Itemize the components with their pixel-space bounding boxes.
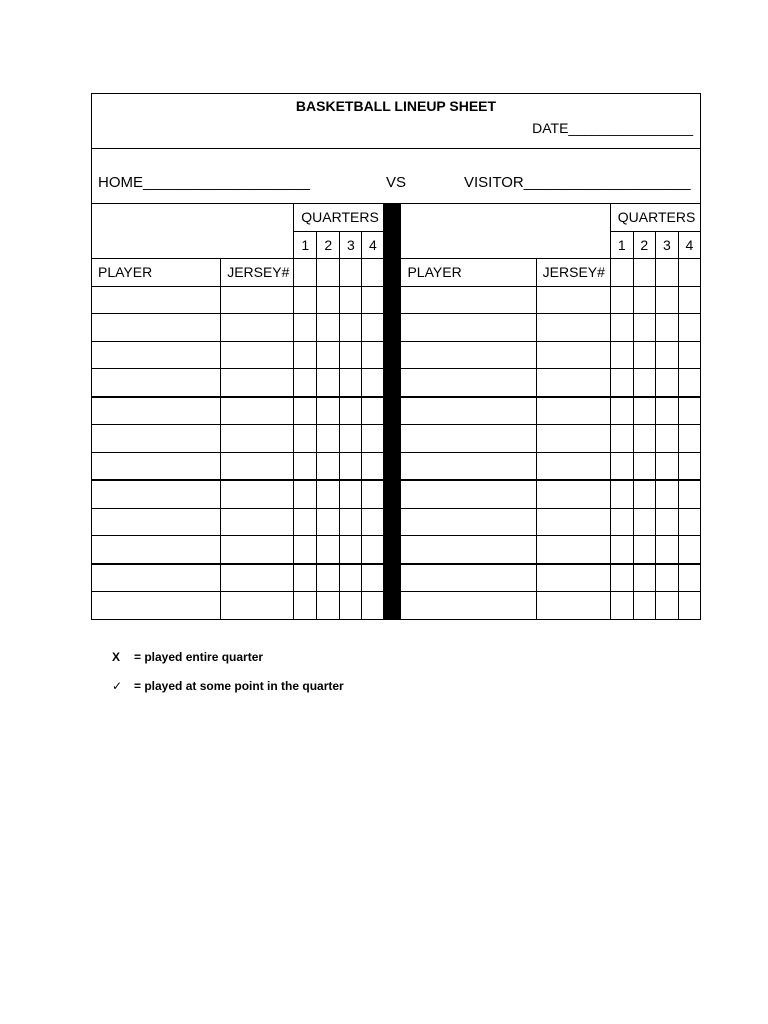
visitor-player-cell[interactable] xyxy=(401,508,536,536)
home-jersey-cell[interactable] xyxy=(221,452,294,480)
visitor-q4-cell[interactable] xyxy=(678,397,700,425)
home-q4-cell[interactable] xyxy=(362,397,384,425)
visitor-player-cell[interactable] xyxy=(401,341,536,369)
home-q2-cell[interactable] xyxy=(317,452,340,480)
visitor-q1-cell[interactable] xyxy=(610,564,633,592)
home-q4-cell[interactable] xyxy=(362,341,384,369)
visitor-q4-cell[interactable] xyxy=(678,425,700,453)
visitor-q2-cell[interactable] xyxy=(633,452,655,480)
home-jersey-cell[interactable] xyxy=(221,480,294,508)
visitor-q3-cell[interactable] xyxy=(655,452,678,480)
home-player-cell[interactable] xyxy=(92,286,221,314)
home-q1-cell[interactable] xyxy=(294,480,317,508)
visitor-quarter-1: 1 xyxy=(610,231,633,259)
visitor-q3-cell[interactable] xyxy=(655,536,678,564)
home-q4-header-cell xyxy=(362,259,384,287)
home-q4-cell[interactable] xyxy=(362,452,384,480)
home-jersey-cell[interactable] xyxy=(221,397,294,425)
visitor-q2-header-cell xyxy=(633,259,655,287)
home-q1-cell[interactable] xyxy=(294,592,317,620)
home-q2-cell[interactable] xyxy=(317,314,340,342)
visitor-player-cell[interactable] xyxy=(401,564,536,592)
home-player-cell[interactable] xyxy=(92,425,221,453)
date-field[interactable]: DATE________________ xyxy=(532,120,693,136)
visitor-q1-cell[interactable] xyxy=(610,314,633,342)
visitor-player-cell[interactable] xyxy=(401,314,536,342)
visitor-q1-cell[interactable] xyxy=(610,592,633,620)
home-q2-cell[interactable] xyxy=(317,425,340,453)
visitor-quarter-3: 3 xyxy=(655,231,678,259)
home-player-cell[interactable] xyxy=(92,564,221,592)
x-symbol: X xyxy=(112,650,121,664)
visitor-q3-cell[interactable] xyxy=(655,397,678,425)
visitor-q1-cell[interactable] xyxy=(610,425,633,453)
visitor-q4-cell[interactable] xyxy=(678,508,700,536)
legend-check xyxy=(112,679,344,693)
home-player-cell[interactable] xyxy=(92,341,221,369)
visitor-q2-cell[interactable] xyxy=(633,369,655,397)
home-q4-cell[interactable] xyxy=(362,592,384,620)
legend-x xyxy=(112,650,263,664)
home-q4-cell[interactable] xyxy=(362,508,384,536)
home-quarter-3: 3 xyxy=(340,231,362,259)
home-jersey-cell[interactable] xyxy=(221,536,294,564)
home-jersey-cell[interactable] xyxy=(221,314,294,342)
visitor-q3-header-cell xyxy=(655,259,678,287)
home-header-blank xyxy=(92,204,294,259)
home-q1-cell[interactable] xyxy=(294,452,317,480)
home-q3-cell[interactable] xyxy=(340,480,362,508)
home-quarters-label: QUARTERS xyxy=(294,204,384,232)
visitor-jersey-cell[interactable] xyxy=(536,452,610,480)
home-quarter-1: 1 xyxy=(294,231,317,259)
visitor-q3-cell[interactable] xyxy=(655,592,678,620)
visitor-q3-cell[interactable] xyxy=(655,480,678,508)
visitor-quarter-2: 2 xyxy=(633,231,655,259)
visitor-jersey-cell[interactable] xyxy=(536,536,610,564)
visitor-jersey-cell[interactable] xyxy=(536,480,610,508)
home-q4-cell[interactable] xyxy=(362,425,384,453)
visitor-q4-header-cell xyxy=(678,259,700,287)
visitor-jersey-cell[interactable] xyxy=(536,314,610,342)
visitor-jersey-cell[interactable] xyxy=(536,508,610,536)
home-q4-cell[interactable] xyxy=(362,286,384,314)
home-q2-cell[interactable] xyxy=(317,369,340,397)
home-jersey-cell[interactable] xyxy=(221,508,294,536)
visitor-jersey-cell[interactable] xyxy=(536,286,610,314)
visitor-player-cell[interactable] xyxy=(401,452,536,480)
x-legend-text: = played entire quarter xyxy=(134,650,264,664)
home-jersey-cell[interactable] xyxy=(221,286,294,314)
visitor-q2-cell[interactable] xyxy=(633,397,655,425)
team-separator xyxy=(384,204,401,620)
visitor-q1-cell[interactable] xyxy=(610,341,633,369)
visitor-q4-cell[interactable] xyxy=(678,536,700,564)
visitor-q2-cell[interactable] xyxy=(633,536,655,564)
visitor-q2-cell[interactable] xyxy=(633,592,655,620)
check-icon: ✓ xyxy=(112,679,123,693)
visitor-player-cell[interactable] xyxy=(401,369,536,397)
home-jersey-cell[interactable] xyxy=(221,341,294,369)
home-jersey-cell[interactable] xyxy=(221,564,294,592)
visitor-q4-cell[interactable] xyxy=(678,452,700,480)
visitor-q1-cell[interactable] xyxy=(610,508,633,536)
home-player-cell[interactable] xyxy=(92,480,221,508)
home-jersey-cell[interactable] xyxy=(221,369,294,397)
visitor-jersey-cell[interactable] xyxy=(536,369,610,397)
visitor-player-cell[interactable] xyxy=(401,286,536,314)
visitor-q3-cell[interactable] xyxy=(655,341,678,369)
home-q1-cell[interactable] xyxy=(294,536,317,564)
visitor-quarters-label: QUARTERS xyxy=(610,204,700,232)
home-q2-cell[interactable] xyxy=(317,508,340,536)
home-q2-cell[interactable] xyxy=(317,592,340,620)
home-q3-cell[interactable] xyxy=(340,536,362,564)
home-player-cell[interactable] xyxy=(92,314,221,342)
visitor-q1-header-cell xyxy=(610,259,633,287)
visitor-q1-cell[interactable] xyxy=(610,369,633,397)
visitor-player-cell[interactable] xyxy=(401,397,536,425)
visitor-q4-cell[interactable] xyxy=(678,286,700,314)
home-q1-cell[interactable] xyxy=(294,564,317,592)
home-q1-cell[interactable] xyxy=(294,286,317,314)
visitor-q4-cell[interactable] xyxy=(678,564,700,592)
home-team-field[interactable]: HOME____________________ xyxy=(98,174,310,191)
home-q3-cell[interactable] xyxy=(340,314,362,342)
home-q3-cell[interactable] xyxy=(340,564,362,592)
visitor-q4-cell[interactable] xyxy=(678,592,700,620)
visitor-team-field[interactable]: VISITOR____________________ xyxy=(464,174,691,191)
visitor-q1-cell[interactable] xyxy=(610,536,633,564)
home-q1-cell[interactable] xyxy=(294,369,317,397)
sheet-title: BASKETBALL LINEUP SHEET xyxy=(295,98,497,114)
home-q4-cell[interactable] xyxy=(362,564,384,592)
home-player-header: PLAYER xyxy=(92,259,221,287)
home-q4-cell[interactable] xyxy=(362,480,384,508)
visitor-q4-cell[interactable] xyxy=(678,369,700,397)
visitor-q1-cell[interactable] xyxy=(610,286,633,314)
vs-label: VS xyxy=(386,174,407,191)
visitor-q2-cell[interactable] xyxy=(633,508,655,536)
home-player-cell[interactable] xyxy=(92,508,221,536)
home-q2-cell[interactable] xyxy=(317,480,340,508)
home-jersey-header: JERSEY# xyxy=(221,259,294,287)
visitor-player-cell[interactable] xyxy=(401,480,536,508)
home-player-cell[interactable] xyxy=(92,397,221,425)
home-q4-cell[interactable] xyxy=(362,536,384,564)
home-q3-cell[interactable] xyxy=(340,369,362,397)
visitor-jersey-cell[interactable] xyxy=(536,592,610,620)
visitor-q2-cell[interactable] xyxy=(633,480,655,508)
visitor-q2-cell[interactable] xyxy=(633,564,655,592)
visitor-q2-cell[interactable] xyxy=(633,314,655,342)
visitor-q2-cell[interactable] xyxy=(633,286,655,314)
visitor-q3-cell[interactable] xyxy=(655,425,678,453)
home-q3-cell[interactable] xyxy=(340,452,362,480)
title-section xyxy=(91,93,701,148)
home-q3-header-cell xyxy=(340,259,362,287)
home-q2-cell[interactable] xyxy=(317,397,340,425)
home-quarter-2: 2 xyxy=(317,231,340,259)
visitor-player-cell[interactable] xyxy=(401,592,536,620)
visitor-jersey-cell[interactable] xyxy=(536,564,610,592)
visitor-player-cell[interactable] xyxy=(401,536,536,564)
home-q2-header-cell xyxy=(317,259,340,287)
teams-section xyxy=(91,148,701,203)
check-legend-text: = played at some point in the quarter xyxy=(134,679,344,693)
home-q4-cell[interactable] xyxy=(362,369,384,397)
visitor-q3-cell[interactable] xyxy=(655,369,678,397)
home-q2-cell[interactable] xyxy=(317,564,340,592)
visitor-q4-cell[interactable] xyxy=(678,341,700,369)
home-q4-cell[interactable] xyxy=(362,314,384,342)
home-q3-cell[interactable] xyxy=(340,286,362,314)
home-q1-cell[interactable] xyxy=(294,397,317,425)
visitor-q4-cell[interactable] xyxy=(678,314,700,342)
visitor-q1-cell[interactable] xyxy=(610,452,633,480)
home-q3-cell[interactable] xyxy=(340,341,362,369)
home-q3-cell[interactable] xyxy=(340,508,362,536)
home-q2-cell[interactable] xyxy=(317,341,340,369)
visitor-q1-cell[interactable] xyxy=(610,397,633,425)
home-quarter-4: 4 xyxy=(362,231,384,259)
visitor-q2-cell[interactable] xyxy=(633,425,655,453)
home-q2-cell[interactable] xyxy=(317,286,340,314)
home-q2-cell[interactable] xyxy=(317,536,340,564)
visitor-q1-cell[interactable] xyxy=(610,480,633,508)
lineup-sheet xyxy=(91,93,701,693)
visitor-q3-cell[interactable] xyxy=(655,564,678,592)
home-player-cell[interactable] xyxy=(92,592,221,620)
home-q3-cell[interactable] xyxy=(340,425,362,453)
home-jersey-cell[interactable] xyxy=(221,425,294,453)
home-q1-cell[interactable] xyxy=(294,508,317,536)
home-jersey-cell[interactable] xyxy=(221,592,294,620)
visitor-q3-cell[interactable] xyxy=(655,508,678,536)
visitor-q3-cell[interactable] xyxy=(655,286,678,314)
home-q3-cell[interactable] xyxy=(340,592,362,620)
home-player-cell[interactable] xyxy=(92,369,221,397)
visitor-jersey-cell[interactable] xyxy=(536,397,610,425)
visitor-jersey-cell[interactable] xyxy=(536,341,610,369)
home-q1-header-cell xyxy=(294,259,317,287)
visitor-jersey-header: JERSEY# xyxy=(536,259,610,287)
visitor-player-header: PLAYER xyxy=(401,259,536,287)
lineup-grid xyxy=(91,203,701,620)
visitor-q2-cell[interactable] xyxy=(633,341,655,369)
visitor-q3-cell[interactable] xyxy=(655,314,678,342)
visitor-quarter-4: 4 xyxy=(678,231,700,259)
home-q3-cell[interactable] xyxy=(340,397,362,425)
home-q1-cell[interactable] xyxy=(294,314,317,342)
home-player-cell[interactable] xyxy=(92,536,221,564)
home-q1-cell[interactable] xyxy=(294,425,317,453)
home-player-cell[interactable] xyxy=(92,452,221,480)
visitor-jersey-cell[interactable] xyxy=(536,425,610,453)
visitor-player-cell[interactable] xyxy=(401,425,536,453)
visitor-header-blank xyxy=(401,204,610,259)
home-q1-cell[interactable] xyxy=(294,341,317,369)
visitor-q4-cell[interactable] xyxy=(678,480,700,508)
